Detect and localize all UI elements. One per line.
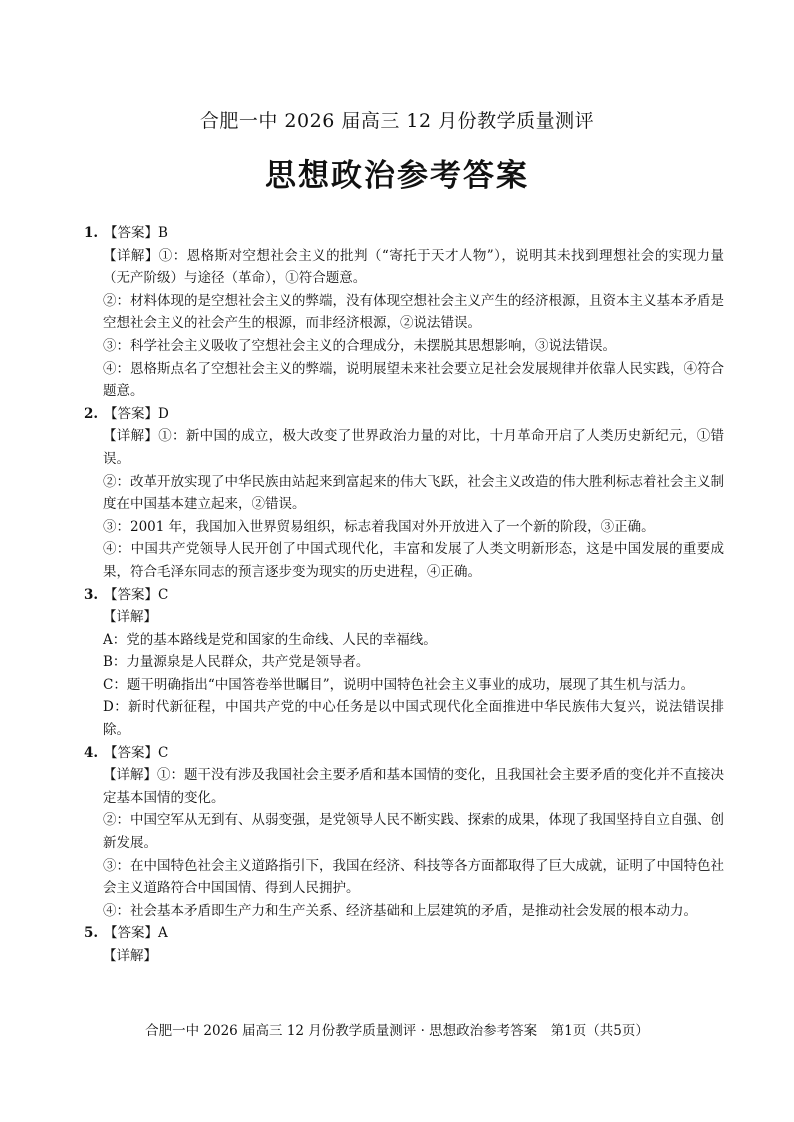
question-3 bbox=[84, 584, 724, 742]
answer-label: 【答案】D bbox=[104, 405, 169, 422]
question-number: 2. bbox=[84, 405, 99, 422]
question-number: 1. bbox=[84, 225, 99, 241]
question-header bbox=[84, 922, 724, 945]
question-4 bbox=[84, 742, 724, 923]
question-number: 5. bbox=[84, 925, 99, 942]
explanation-line: ②：改革开放实现了中华民族由站起来到富起来的伟大飞跃，社会主义改造的伟大胜利标志着社会主义制度在中国基本建立起来，②错误。 bbox=[103, 473, 724, 513]
answer-list bbox=[84, 222, 724, 968]
explanation-line: 【详解】①：题干没有涉及我国社会主要矛盾和基本国情的变化，且我国社会主要矛盾的变化并不直接决定基本国情的变化。 bbox=[103, 767, 724, 806]
explanation-line: A：党的基本路线是党和国家的生命线、人民的幸福线。 bbox=[103, 631, 437, 648]
explanation-line: B：力量源泉是人民群众，共产党是领导者。 bbox=[103, 654, 370, 671]
explanation-line: ②：中国空军从无到有、从弱变强，是党领导人民不断实践、探索的成果，体现了我国坚持自立自强、创新发展。 bbox=[103, 812, 724, 852]
explanation-line: ③：科学社会主义吸收了空想社会主义的合理成分，未摆脱其思想影响，③说法错误。 bbox=[103, 337, 616, 354]
explanation-line: ③：2001 年，我国加入世界贸易组织，标志着我国对外开放进入了一个新的阶段，③正确。 bbox=[103, 518, 655, 535]
explanation-line: 【详解】①：新中国的成立，极大改变了世界政治力量的对比，十月革命开启了人类历史新纪元，①错误。 bbox=[103, 428, 724, 467]
explanation-line: C：题干明确指出“中国答卷举世瞩目”，说明中国特色社会主义事业的成功，展现了其生机与活力。 bbox=[103, 676, 695, 693]
question-5 bbox=[84, 922, 724, 967]
answer-label: 【答案】B bbox=[104, 225, 168, 241]
explanation-line: ②：材料体现的是空想社会主义的弊端，没有体现空想社会主义产生的经济根源，且资本主义基本矛盾是空想社会主义的社会产生的根源，而非经济根源，②说法错误。 bbox=[103, 292, 724, 332]
exam-subtitle: 合肥一中 2026 届高三 12 月份教学质量测评 bbox=[199, 110, 595, 132]
explanation-line: 【详解】 bbox=[103, 948, 157, 964]
question-number: 4. bbox=[84, 744, 99, 761]
explanation-line: ④：中国共产党领导人民开创了中国式现代化，丰富和发展了人类文明新形态，这是中国发展的重要成果，符合毛泽东同志的预言逐步变为现实的历史进程，④正确。 bbox=[103, 541, 724, 580]
question-header bbox=[84, 403, 724, 426]
explanation-line: ③：在中国特色社会主义道路指引下，我国在经济、科技等各方面都取得了巨大成就，证明了中国特色社会主义道路符合中国国情、得到人民拥护。 bbox=[103, 857, 724, 897]
question-header bbox=[84, 584, 724, 607]
answer-label: 【答案】C bbox=[104, 744, 169, 761]
question-header bbox=[84, 222, 724, 245]
question-1 bbox=[84, 222, 724, 403]
answer-label: 【答案】C bbox=[104, 586, 169, 603]
question-number: 3. bbox=[84, 586, 99, 603]
question-header bbox=[84, 742, 724, 765]
page-footer: 合肥一中 2026 届高三 12 月份教学质量测评 · 思想政治参考答案 第1页（共5页） bbox=[145, 1023, 649, 1039]
explanation-line: 【详解】①：恩格斯对空想社会主义的批判（“寄托于天才人物”），说明其未找到理想社会的实现力量（无产阶级）与途径（革命），①符合题意。 bbox=[103, 247, 724, 287]
answer-label: 【答案】A bbox=[104, 925, 168, 942]
explanation-line: 【详解】 bbox=[103, 609, 157, 626]
page-title: 思想政治参考答案 bbox=[265, 158, 529, 194]
explanation-line: ④：恩格斯点名了空想社会主义的弊端，说明展望未来社会要立足社会发展规律并依靠人民实践，④符合题意。 bbox=[103, 360, 724, 400]
explanation-line: ④：社会基本矛盾即生产力和生产关系、经济基础和上层建筑的矛盾，是推动社会发展的根本动力。 bbox=[103, 902, 697, 919]
question-2 bbox=[84, 403, 724, 584]
explanation-line: D：新时代新征程，中国共产党的中心任务是以中国式现代化全面推进中华民族伟大复兴，说法错误排除。 bbox=[103, 699, 724, 739]
